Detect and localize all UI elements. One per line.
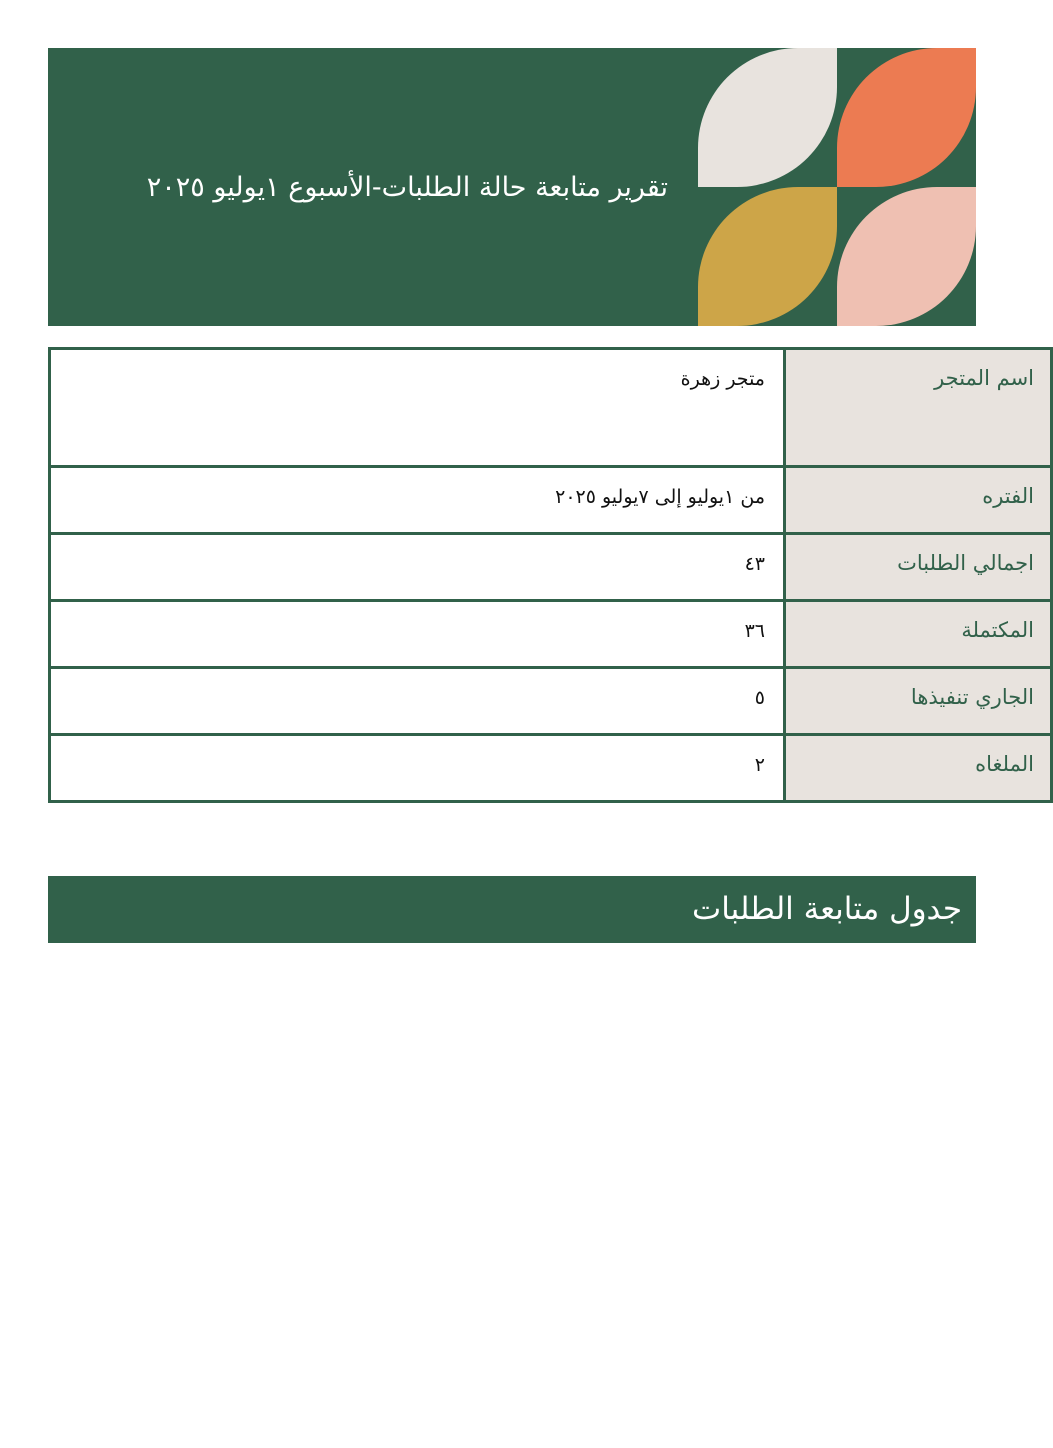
row-value: ٥ [50,668,785,735]
section-title: جدول متابعة الطلبات [692,891,962,927]
row-value: من ١يوليو إلى ٧يوليو ٢٠٢٥ [50,467,785,534]
four-petal-pattern-icon [698,48,976,326]
section-banner [48,876,976,943]
summary-table [48,347,1053,803]
table-row [50,349,1052,467]
table-row [50,601,1052,668]
header-banner [48,48,976,326]
row-value: ٤٣ [50,534,785,601]
table-row [50,668,1052,735]
report-title: تقرير متابعة حالة الطلبات-الأسبوع ١يوليو ٢٠٢٥ [146,172,668,203]
table-row [50,467,1052,534]
petal-top-left [698,48,837,187]
petal-bottom-left [698,187,837,326]
row-value: متجر زهرة [50,349,785,467]
row-value: ٣٦ [50,601,785,668]
row-label: الفتره [785,467,1052,534]
table-row [50,735,1052,802]
petal-top-right [837,48,976,187]
row-label: اسم المتجر [785,349,1052,467]
row-value: ٢ [50,735,785,802]
row-label: المكتملة [785,601,1052,668]
row-label: الملغاه [785,735,1052,802]
table-row [50,534,1052,601]
row-label: الجاري تنفيذها [785,668,1052,735]
petal-bottom-right [837,187,976,326]
row-label: اجمالي الطلبات [785,534,1052,601]
